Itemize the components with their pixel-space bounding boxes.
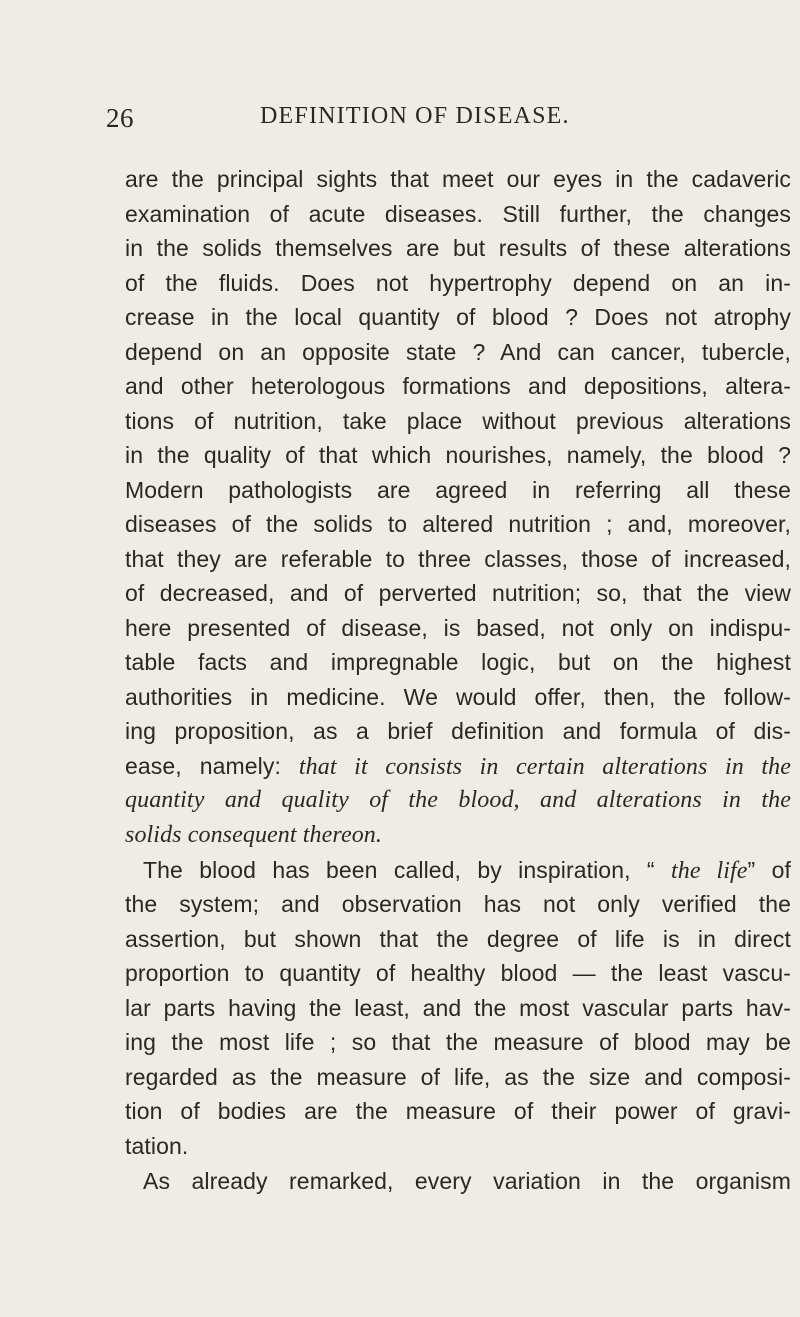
text-line: ing the most life ; so that the measure of blood may be: [125, 1029, 791, 1055]
paragraph-start-line: As already remarked, every variation in the organism: [143, 1168, 791, 1194]
page-number: 26: [106, 103, 134, 133]
paragraph-start-line: [143, 857, 791, 885]
italic-text-line: solids consequent thereon.: [125, 822, 383, 848]
text-segment: ease, namely:: [125, 753, 299, 779]
text-line: diseases of the solids to altered nutrition ; and, moreover,: [125, 511, 791, 537]
text-line: tions of nutrition, take place without previous alterations: [125, 408, 791, 434]
text-line: tion of bodies are the measure of their power of gravi-: [125, 1098, 791, 1124]
text-line: [125, 753, 791, 781]
running-header: [106, 103, 726, 143]
text-line: Modern pathologists are agreed in referring all these: [125, 477, 791, 503]
text-line: the system; and observation has not only verified the: [125, 891, 791, 917]
text-line: in the solids themselves are but results of these alterations: [125, 235, 791, 261]
italic-text-line: quantity and quality of the blood, and alterations in the: [125, 787, 791, 813]
text-line: here presented of disease, is based, not only on indispu-: [125, 615, 791, 641]
text-line: proportion to quantity of healthy blood — the least vascu-: [125, 960, 791, 986]
text-line: and other heterologous formations and depositions, altera-: [125, 373, 791, 399]
text-line: are the principal sights that meet our eyes in the cadaveric: [125, 166, 791, 192]
text-line: authorities in medicine. We would offer, then, the follow-: [125, 684, 791, 710]
text-line: depend on an opposite state ? And can cancer, tubercle,: [125, 339, 791, 365]
text-line: of the fluids. Does not hypertrophy depend on an in-: [125, 270, 791, 296]
text-line: tation.: [125, 1133, 189, 1159]
text-line: ing proposition, as a brief definition and formula of dis-: [125, 718, 791, 744]
text-line: in the quality of that which nourishes, namely, the blood ?: [125, 442, 791, 468]
text-line: crease in the local quantity of blood ? Does not atrophy: [125, 304, 791, 330]
text-line: regarded as the measure of life, as the size and composi-: [125, 1064, 791, 1090]
text-segment: The blood has been called, by inspiration, “: [143, 857, 671, 883]
text-line: examination of acute diseases. Still further, the changes: [125, 201, 791, 227]
text-line: assertion, but shown that the degree of life is in direct: [125, 926, 791, 952]
running-head-title: DEFINITION OF DISEASE.: [260, 103, 570, 129]
text-line: lar parts having the least, and the most vascular parts hav-: [125, 995, 791, 1021]
italic-emphasis: the life: [670, 858, 748, 884]
italic-emphasis: that it consists in certain alterations in the: [298, 754, 791, 780]
text-line: of decreased, and of perverted nutrition; so, that the view: [125, 580, 791, 606]
text-segment: ” of: [747, 857, 791, 883]
text-line: that they are referable to three classes, those of increased,: [125, 546, 791, 572]
text-line: table facts and impregnable logic, but on the highest: [125, 649, 791, 675]
